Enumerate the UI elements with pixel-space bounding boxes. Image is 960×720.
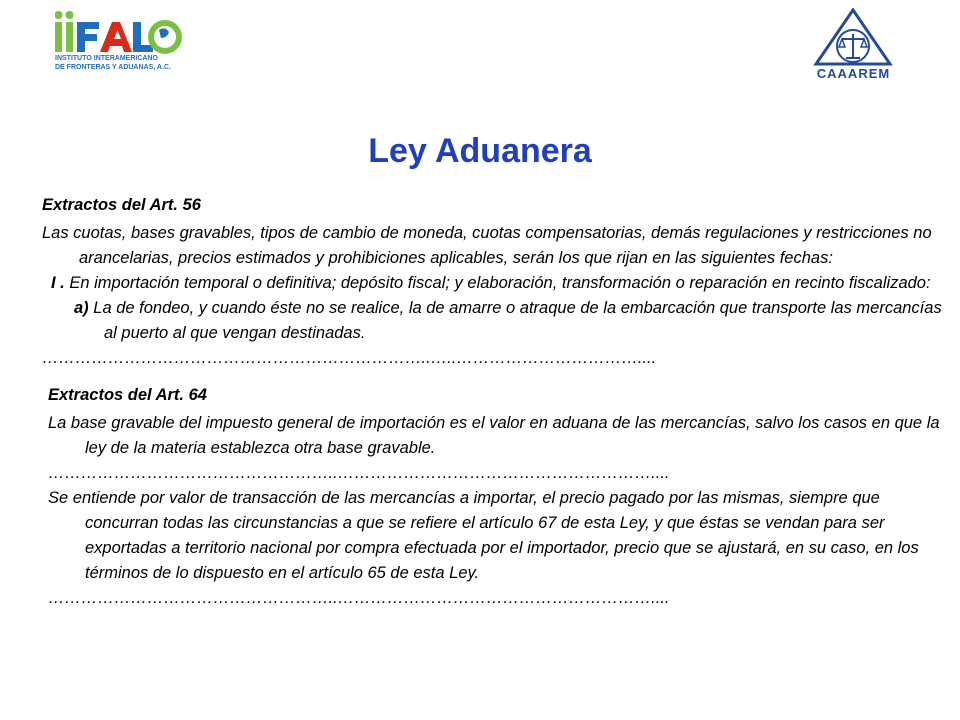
list-item-i (42, 271, 957, 296)
iifa-subtitle-2: DE FRONTERAS Y ADUANAS, A.C. (55, 64, 171, 71)
ellipsis-separator: ……………………………………………..………………………………………………….... (48, 589, 670, 607)
section-art-64 (42, 383, 957, 611)
ellipsis-separator: ……………………………………………………………..…..…………………………….... (42, 349, 657, 367)
page-title: Ley Aduanera (368, 132, 592, 170)
scales-seal-icon (786, 8, 921, 66)
paragraph: Las cuotas, bases gravables, tipos de cambio de moneda, cuotas compensatorias, demás regulaciones y restricciones no arancelarias, precios estimados y prohibiciones aplicables, serán los que rijan en las siguientes fechas: (42, 224, 932, 267)
paragraph: La base gravable del impuesto general de importación es el valor en aduana de las mercancías, salvo los casos en que la ley de la materia establezca otra base gravable. (48, 414, 940, 457)
iifa-logo (55, 8, 235, 78)
caaarem-logo (786, 8, 921, 83)
item-text: La de fondeo, y cuando éste no se realice, la de amarre o atraque de la embarcación que transporte las mercancías al puerto al que vengan destinadas. (93, 299, 942, 342)
paragraph: Se entiende por valor de transacción de las mercancías a importar, el precio pagado por las mismas, siempre que concurran todas las circunstancias a que se refiere el artículo 67 de esta Ley, y que éstas se vendan para ser exportadas a territorio nacional por compra efectuada por el importador, precio que se ajustará, en su caso, en los términos de lo dispuesto en el artículo 65 de esta Ley. (48, 489, 919, 582)
ellipsis-separator: ……………………………………………..………………………………………………….... (48, 464, 670, 482)
caaarem-wordmark: CAAAREM (816, 66, 891, 81)
iifa-subtitle-1: INSTITUTO INTERAMERICANO (55, 55, 158, 62)
section-art-56 (42, 193, 957, 371)
list-item-a (42, 296, 957, 346)
section-heading: Extractos del Art. 64 (48, 386, 207, 404)
document-body (42, 193, 957, 611)
section-heading: Extractos del Art. 56 (42, 196, 201, 214)
item-text: En importación temporal o definitiva; depósito fiscal; y elaboración, transformación o reparación en recinto fiscalizado: (69, 274, 931, 292)
item-marker: I . (51, 274, 65, 292)
item-marker: a) (74, 299, 89, 317)
